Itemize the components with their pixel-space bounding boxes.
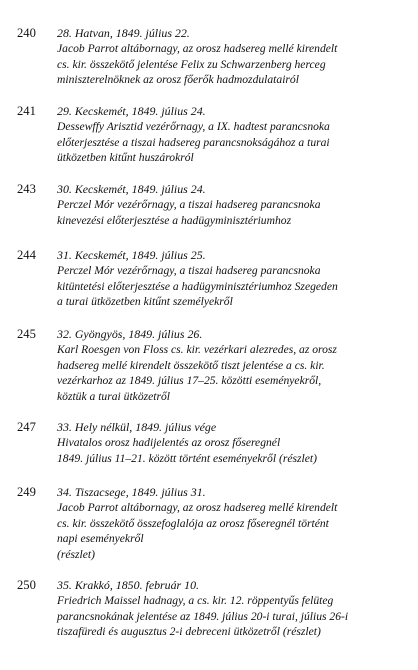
- page-number: 249: [17, 485, 36, 499]
- entry-text: [57, 327, 407, 404]
- entry-text: [57, 182, 407, 228]
- entry-text: [57, 248, 407, 310]
- entry-line: köztük a turai ütközetről: [57, 389, 171, 403]
- entry-line: miniszterelnöknek az orosz főerők hadmozdulatairól: [57, 73, 299, 87]
- entry-line: cs. kir. összekötő jelentése Felix zu Schwarzenberg herceg: [57, 57, 326, 71]
- entry-line: Friedrich Maissel hadnagy, a cs. kir. 12. röppentyűs felüteg: [57, 594, 334, 608]
- entry-line: kitüntetési előterjesztése a hadügyminisztériumhoz Szegeden: [57, 279, 338, 293]
- entry-line: vezérkarhoz az 1849. július 17–25. közötti eseményekről,: [57, 374, 322, 388]
- page-number: 240: [17, 26, 36, 40]
- entry-text: [57, 104, 407, 166]
- entry-line: kinevezési előterjesztése a hadügyminisztériumhoz: [57, 213, 292, 227]
- page-number: 241: [17, 104, 36, 118]
- entry-heading: 35. Krakkó, 1850. február 10.: [57, 578, 200, 592]
- entry-line: hadsereg mellé kirendelt összekötő tiszt jelentése a cs. kir.: [57, 358, 325, 372]
- entry-heading: 30. Kecskemét, 1849. július 24.: [57, 182, 206, 196]
- entry-heading: 32. Gyöngyös, 1849. július 26.: [57, 327, 203, 341]
- page-number: 244: [17, 248, 36, 262]
- entry-line: Dessewffy Arisztid vezérőrnagy, a IX. hadtest parancsnoka: [57, 120, 330, 134]
- entry-line: parancsnokának jelentése az 1849. július 20-i turai, július 26-i: [57, 609, 349, 623]
- page-number: 250: [17, 578, 36, 592]
- entry-heading: 33. Hely nélkül, 1849. július vége: [57, 420, 217, 434]
- entry-line: 1849. július 11–21. között történt eseményekről (részlet): [57, 451, 317, 465]
- entry-line: cs. kir. összekötő összefoglalója az orosz főseregnél történt: [57, 516, 329, 530]
- entry-line: Karl Roesgen von Floss cs. kir. vezérkari alezredes, az orosz: [57, 343, 337, 357]
- entry-text: [57, 485, 407, 562]
- entry-line: Perczel Mór vezérőrnagy, a tiszai hadsereg parancsnoka: [57, 264, 321, 278]
- entry-line: napi eseményekről: [57, 532, 144, 546]
- entry-line: (részlet): [57, 547, 95, 561]
- entry-line: a turai ütközetben kitűnt személyekről: [57, 295, 233, 309]
- entry-line: Hivatalos orosz hadijelentés az orosz főseregnél: [57, 436, 281, 450]
- entry-line: ütközetben kitűnt huszárokról: [57, 151, 194, 165]
- entry-line: Jacob Parrot altábornagy, az orosz hadsereg mellé kirendelt: [57, 42, 338, 56]
- page-number: 247: [17, 420, 36, 434]
- entry-heading: 31. Kecskemét, 1849. július 25.: [57, 248, 206, 262]
- entry-text: [57, 26, 407, 88]
- entry-heading: 28. Hatvan, 1849. július 22.: [57, 26, 190, 40]
- entry-text: [57, 420, 407, 466]
- entry-heading: 29. Kecskemét, 1849. július 24.: [57, 104, 206, 118]
- entry-line: Perczel Mór vezérőrnagy, a tiszai hadsereg parancsnoka: [57, 198, 321, 212]
- entry-text: [57, 578, 407, 640]
- entry-line: előterjesztése a tiszai hadsereg parancsnokságához a turai: [57, 135, 330, 149]
- entry-line: Jacob Parrot altábornagy, az orosz hadsereg mellé kirendelt: [57, 501, 338, 515]
- entry-line: tiszafüredi és augusztus 2-i debreceni ütközetről (részlet): [57, 625, 321, 639]
- page-number: 243: [17, 182, 36, 196]
- page-number: 245: [17, 327, 36, 341]
- entry-heading: 34. Tiszacsege, 1849. július 31.: [57, 485, 206, 499]
